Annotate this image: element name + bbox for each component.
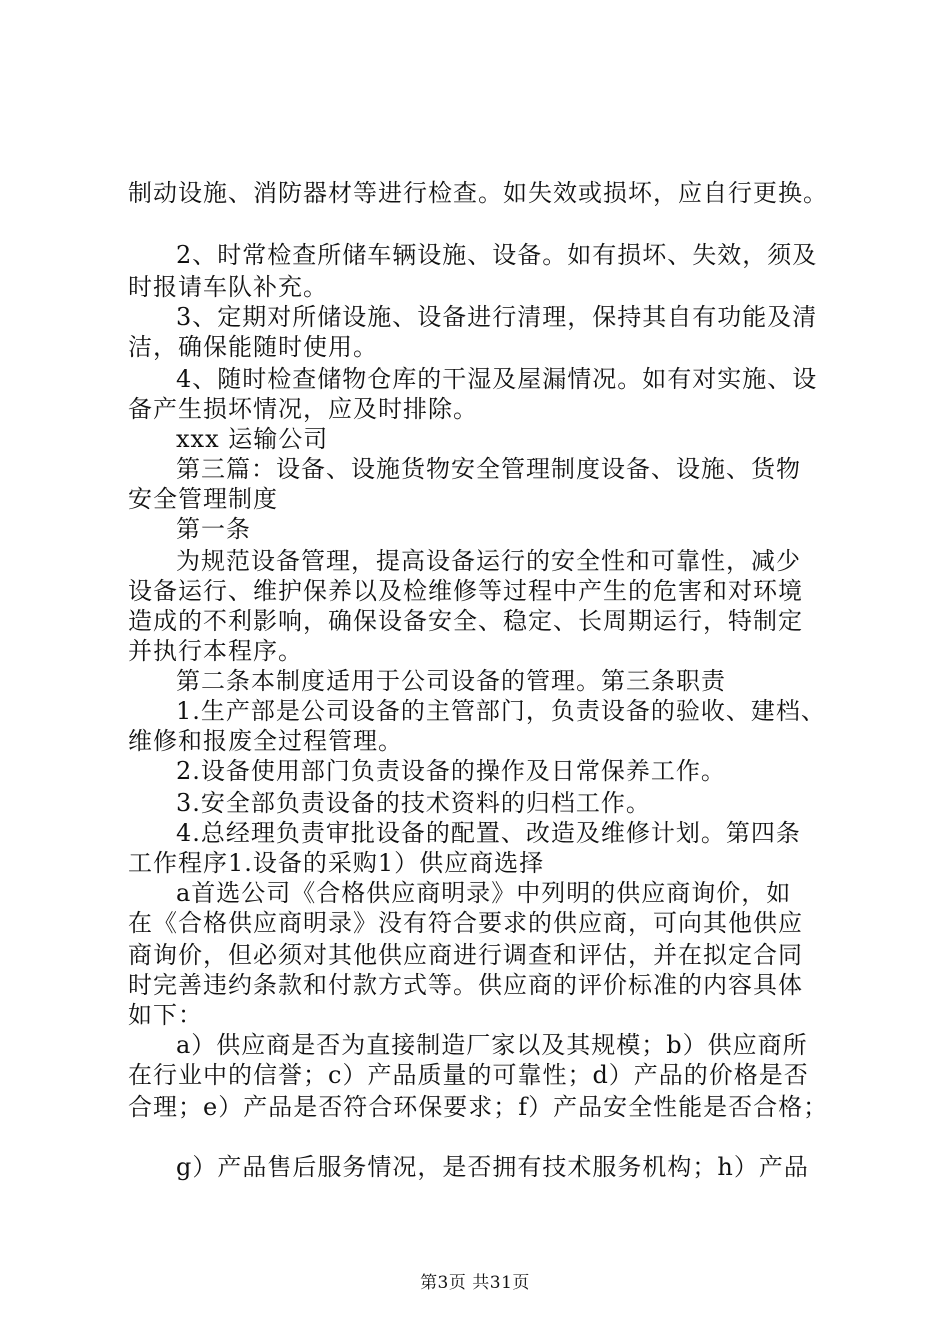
text-line: a）供应商是否为直接制造厂家以及其规模；b）供应商所: [176, 1031, 808, 1059]
text-line: 设备运行、维护保养以及检维修等过程中产生的危害和对环境: [128, 577, 803, 605]
text-line: 如下：: [128, 1001, 203, 1029]
text-line: 第二条本制度适用于公司设备的管理。第三条职责: [176, 667, 726, 695]
article-heading: 第一条: [176, 515, 251, 543]
section-title-cont: 安全管理制度: [128, 485, 278, 513]
text-line: 合理；e）产品是否符合环保要求；f）产品安全性能是否合格；: [128, 1093, 829, 1121]
text-line: 2、时常检查所储车辆设施、设备。如有损坏、失效，须及: [176, 241, 818, 269]
text-line: g）产品售后服务情况，是否拥有技术服务机构；h）产品: [176, 1153, 809, 1181]
text-line: a首选公司《合格供应商明录》中列明的供应商询价，如: [176, 879, 792, 907]
text-line: 3.安全部负责设备的技术资料的归档工作。: [176, 789, 651, 817]
text-line: 1.生产部是公司设备的主管部门，负责设备的验收、建档、: [176, 697, 826, 725]
section-title: 第三篇：设备、设施货物安全管理制度设备、设施、货物: [176, 455, 801, 483]
text-line: 制动设施、消防器材等进行检查。如失效或损坏，应自行更换。: [128, 179, 828, 207]
text-line: 并执行本程序。: [128, 637, 303, 665]
text-line: 4.总经理负责审批设备的配置、改造及维修计划。第四条: [176, 819, 801, 847]
page-number-footer: 第3页 共31页: [420, 1273, 530, 1293]
text-line: 工作程序1.设备的采购1）供应商选择: [128, 849, 545, 877]
company-name: xxx 运输公司: [176, 425, 329, 453]
text-line: 4、随时检查储物仓库的干湿及屋漏情况。如有对实施、设: [176, 365, 818, 393]
text-line: 为规范设备管理，提高设备运行的安全性和可靠性，减少: [176, 547, 801, 575]
text-line: 维修和报废全过程管理。: [128, 727, 403, 755]
text-line: 洁，确保能随时使用。: [128, 333, 378, 361]
text-line: 3、定期对所储设施、设备进行清理，保持其自有功能及清: [176, 303, 818, 331]
text-line: 时报请车队补充。: [128, 273, 328, 301]
text-line: 备产生损坏情况，应及时排除。: [128, 395, 478, 423]
text-line: 在《合格供应商明录》没有符合要求的供应商，可向其他供应: [128, 909, 803, 937]
text-line: 商询价，但必须对其他供应商进行调查和评估，并在拟定合同: [128, 941, 803, 969]
text-line: 时完善违约条款和付款方式等。供应商的评价标准的内容具体: [128, 971, 803, 999]
text-line: 造成的不利影响，确保设备安全、稳定、长周期运行，特制定: [128, 607, 803, 635]
text-line: 在行业中的信誉；c）产品质量的可靠性；d）产品的价格是否: [128, 1061, 809, 1089]
text-line: 2.设备使用部门负责设备的操作及日常保养工作。: [176, 757, 726, 785]
